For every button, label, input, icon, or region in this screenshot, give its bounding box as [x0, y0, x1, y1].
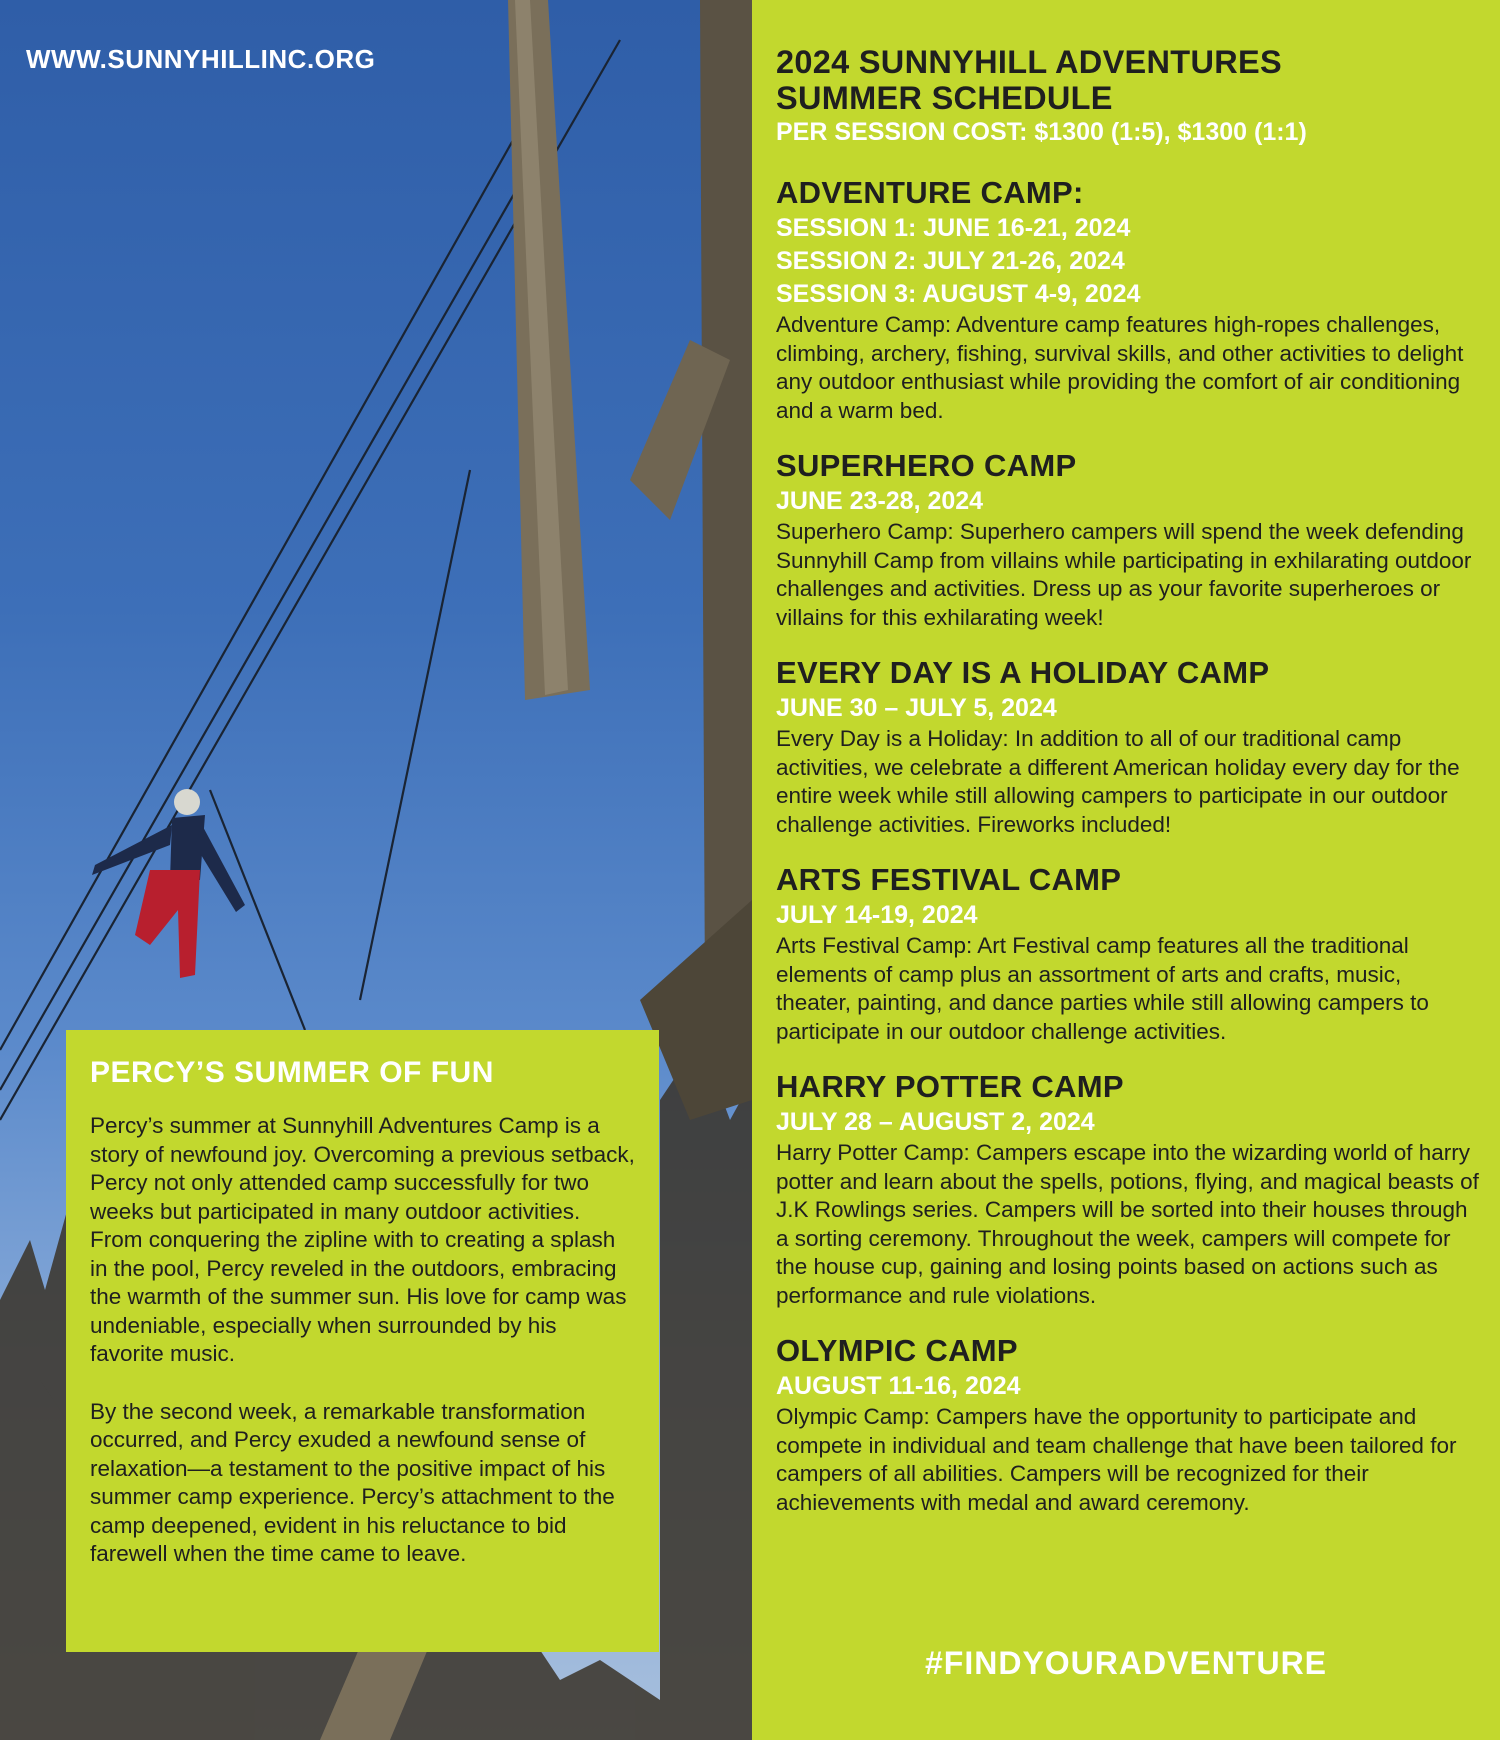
camp-description: Superhero Camp: Superhero campers will spend the week defending Sunnyhill Camp from villains while participating in exhilarating outdoor challenges and activities. Dress up as your favorite superheroes or villains for this exhilarating week! [776, 519, 1472, 630]
schedule-title-line1: 2024 SUNNYHILL ADVENTURES [776, 44, 1282, 80]
camp-holiday [776, 654, 1480, 839]
camp-date: AUGUST 11-16, 2024 [776, 1372, 1021, 1400]
camp-date: SESSION 1: JUNE 16-21, 2024 [776, 214, 1131, 242]
camp-title: SUPERHERO CAMP [776, 448, 1077, 483]
camp-date: JULY 28 – AUGUST 2, 2024 [776, 1108, 1095, 1136]
camp-date: JUNE 30 – JULY 5, 2024 [776, 694, 1057, 722]
camp-description: Arts Festival Camp: Art Festival camp features all the traditional elements of camp plus an assortment of arts and crafts, music, theater, painting, and dance parties while still allowing campers to participate in our outdoor challenge activities. [776, 933, 1429, 1044]
story-box [66, 1030, 659, 1652]
camp-description: Adventure Camp: Adventure camp features high-ropes challenges, climbing, archery, fishing, survival skills, and other activities to delight any outdoor enthusiast while providing the comfort of air conditioning and a warm bed. [776, 312, 1464, 423]
child-on-zipline [92, 789, 245, 978]
story-paragraph: By the second week, a remarkable transformation occurred, and Percy exuded a newfound sense of relaxation—a testament to the positive impact of his summer camp experience. Percy’s attachment to the camp deepened, evident in his reluctance to bid farewell when the time came to leave. [90, 1398, 615, 1566]
camp-date: JUNE 23-28, 2024 [776, 487, 984, 515]
camp-olympic [776, 1332, 1480, 1517]
camp-description: Harry Potter Camp: Campers escape into the wizarding world of harry potter and learn about the spells, potions, flying, and magical beasts of J.K Rowlings series. Campers will be sorted into their houses through a sorting ceremony. Throughout the week, campers will compete for the house cup, gaining and losing points based on actions such as performance and rule violations. [776, 1140, 1479, 1308]
camp-title: ADVENTURE CAMP: [776, 175, 1084, 210]
camp-description: Olympic Camp: Campers have the opportunity to participate and compete in individual and team challenge that have been tailored for campers of all abilities. Campers will be recognized for their achievements with medal and award ceremony. [776, 1404, 1457, 1515]
schedule-title-line2: SUMMER SCHEDULE [776, 80, 1113, 116]
camp-arts-festival [776, 861, 1480, 1046]
camp-title: EVERY DAY IS A HOLIDAY CAMP [776, 655, 1270, 690]
session-cost: PER SESSION COST: $1300 (1:5), $1300 (1:1) [776, 118, 1307, 146]
story-title: PERCY’S SUMMER OF FUN [90, 1056, 494, 1089]
camp-adventure [776, 174, 1480, 425]
hashtag: #FINDYOURADVENTURE [924, 1645, 1328, 1681]
camp-title: OLYMPIC CAMP [776, 1333, 1018, 1368]
schedule-title [776, 44, 1480, 116]
camp-date: JULY 14-19, 2024 [776, 901, 978, 929]
schedule-panel [752, 0, 1500, 1740]
camp-superhero [776, 447, 1480, 632]
camp-title: HARRY POTTER CAMP [776, 1069, 1124, 1104]
story-paragraph: Percy’s summer at Sunnyhill Adventures Camp is a story of newfound joy. Overcoming a previous setback, Percy not only attended camp successfully for two weeks but participated in many outdoor activities. From conquering the zipline with to creating a splash in the pool, Percy reveled in the outdoors, embracing the warmth of the summer sun. His love for camp was undeniable, especially when surrounded by his favorite music. [90, 1113, 635, 1366]
camp-date: SESSION 2: JULY 21-26, 2024 [776, 247, 1125, 275]
camp-harry-potter [776, 1068, 1480, 1310]
camp-date: SESSION 3: AUGUST 4-9, 2024 [776, 280, 1141, 308]
website-url[interactable]: WWW.SUNNYHILLINC.ORG [26, 44, 376, 74]
camp-title: ARTS FESTIVAL CAMP [776, 862, 1122, 897]
camp-description: Every Day is a Holiday: In addition to all of our traditional camp activities, we celebrate a different American holiday every day for the entire week while still allowing campers to participate in our outdoor challenge activities. Fireworks included! [776, 726, 1460, 837]
